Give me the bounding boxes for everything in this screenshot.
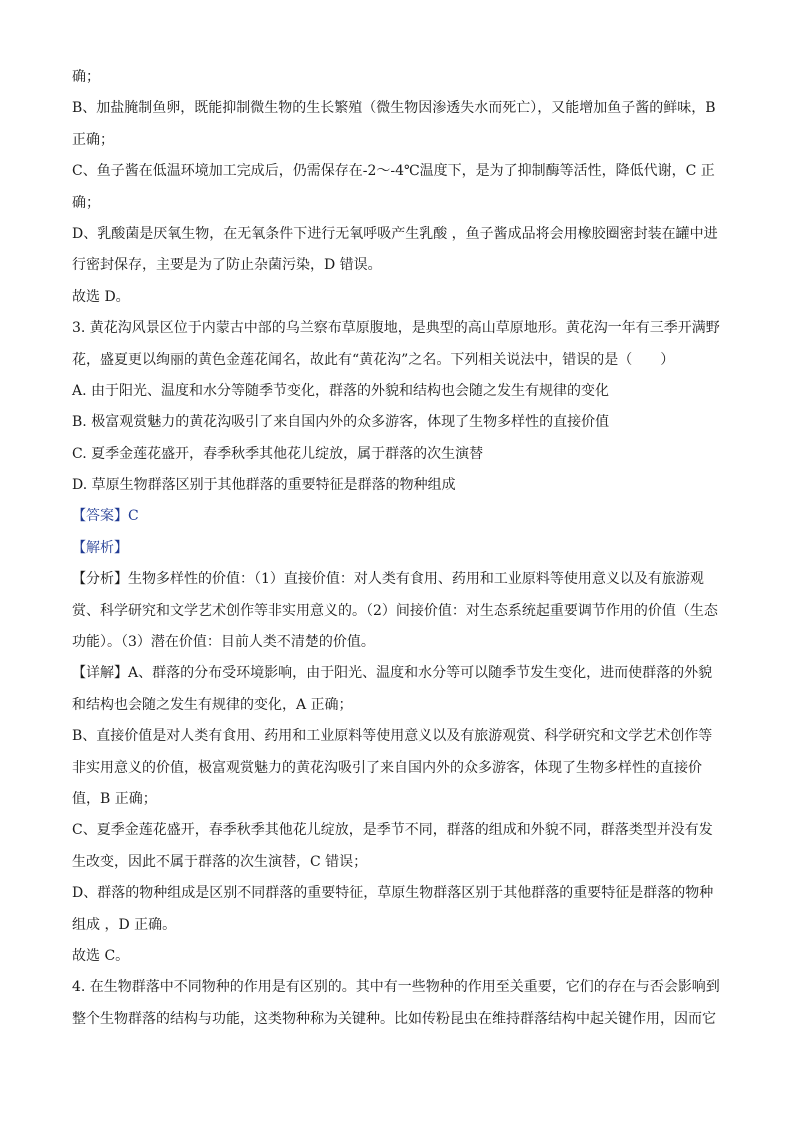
document-page [72,62,724,1035]
text-line: B、加盐腌制鱼卵，既能抑制微生物的生长繁殖（微生物因渗透失水而死亡），又能增加鱼子酱的鲜味，B [72,100,716,117]
question-stem: 花，盛夏更以绚丽的黄色金莲花闻名，故此有“黄花沟”之名。下列相关说法中，错误的是（ ） [72,351,675,368]
question-stem: 整个生物群落的结构与功能，这类物种称为关键种。比如传粉昆虫在维持群落结构中起关键作用，因而它 [72,1010,716,1027]
analysis-text: 赏、科学研究和文学艺术创作等非实用意义的。（2）间接价值：对生态系统起重要调节作用的价值（生态 [72,602,718,619]
conclusion-line: 故选 C。 [72,947,130,964]
option-d: D. 草原生物群落区别于其他群落的重要特征是群落的物种组成 [72,477,456,494]
detail-text: D、群落的物种组成是区别不同群落的重要特征，草原生物群落区别于其他群落的重要特征是群落的物种 [72,885,714,902]
option-b: B. 极富观赏魅力的黄花沟吸引了来自国内外的众多游客，体现了生物多样性的直接价值 [72,414,610,431]
detail-text: C、夏季金莲花盛开，春季秋季其他花儿绽放，是季节不同，群落的组成和外貌不同，群落类型并没有发 [72,822,713,839]
text-line: C、鱼子酱在低温环境加工完成后，仍需保存在-2～-4℃温度下，是为了抑制酶等活性，降低代谢，C 正 [72,163,715,180]
question-stem: 4. 在生物群落中不同物种的作用是有区别的。其中有一些物种的作用至关重要，它们的存在与否会影响到 [72,979,720,996]
text-line: D、乳酸菌是厌氧生物，在无氧条件下进行无氧呼吸产生乳酸 ，鱼子酱成品将会用橡胶圈密封装在罐中进 [72,225,718,242]
option-c: C. 夏季金莲花盛开，春季秋季其他花儿绽放，属于群落的次生演替 [72,445,484,462]
detail-text: 【详解】A、群落的分布受环境影响，由于阳光、温度和水分等可以随季节发生变化，进而使群落的外貌 [72,665,713,682]
option-a: A. 由于阳光、温度和水分等随季节变化，群落的外貌和结构也会随之发生有规律的变化 [72,382,610,399]
text-line: 确； [72,194,100,211]
detail-text: 非实用意义的价值，极富观赏魅力的黄花沟吸引了来自国内外的众多游客，体现了生物多样性的直接价 [72,759,702,776]
detail-text: B、直接价值是对人类有食用、药用和工业原料等使用意义以及有旅游观赏、科学研究和文学艺术创作等 [72,728,713,745]
text-line: 正确； [72,131,114,148]
conclusion-line: 故选 D。 [72,288,130,305]
detail-text: 组成 ，D 正确。 [72,916,177,933]
analysis-text: 【分析】生物多样性的价值：（1）直接价值：对人类有食用、药用和工业原料等使用意义以及有旅游观 [72,571,704,588]
analysis-label: 【解析】 [72,539,128,556]
detail-text: 生改变，因此不属于群落的次生演替，C 错误； [72,853,368,870]
text-line: 行密封保存，主要是为了防止杂菌污染，D 错误。 [72,257,382,274]
detail-text: 和结构也会随之发生有规律的变化，A 正确； [72,696,353,713]
detail-text: 值，B 正确； [72,790,157,807]
question-stem: 3. 黄花沟风景区位于内蒙古中部的乌兰察布草原腹地，是典型的高山草原地形。黄花沟一年有三季开满野 [72,320,720,337]
analysis-text: 功能）。（3）潜在价值：目前人类不清楚的价值。 [72,634,375,651]
answer-label: 【答案】C [72,508,139,525]
text-line: 确； [72,69,100,85]
